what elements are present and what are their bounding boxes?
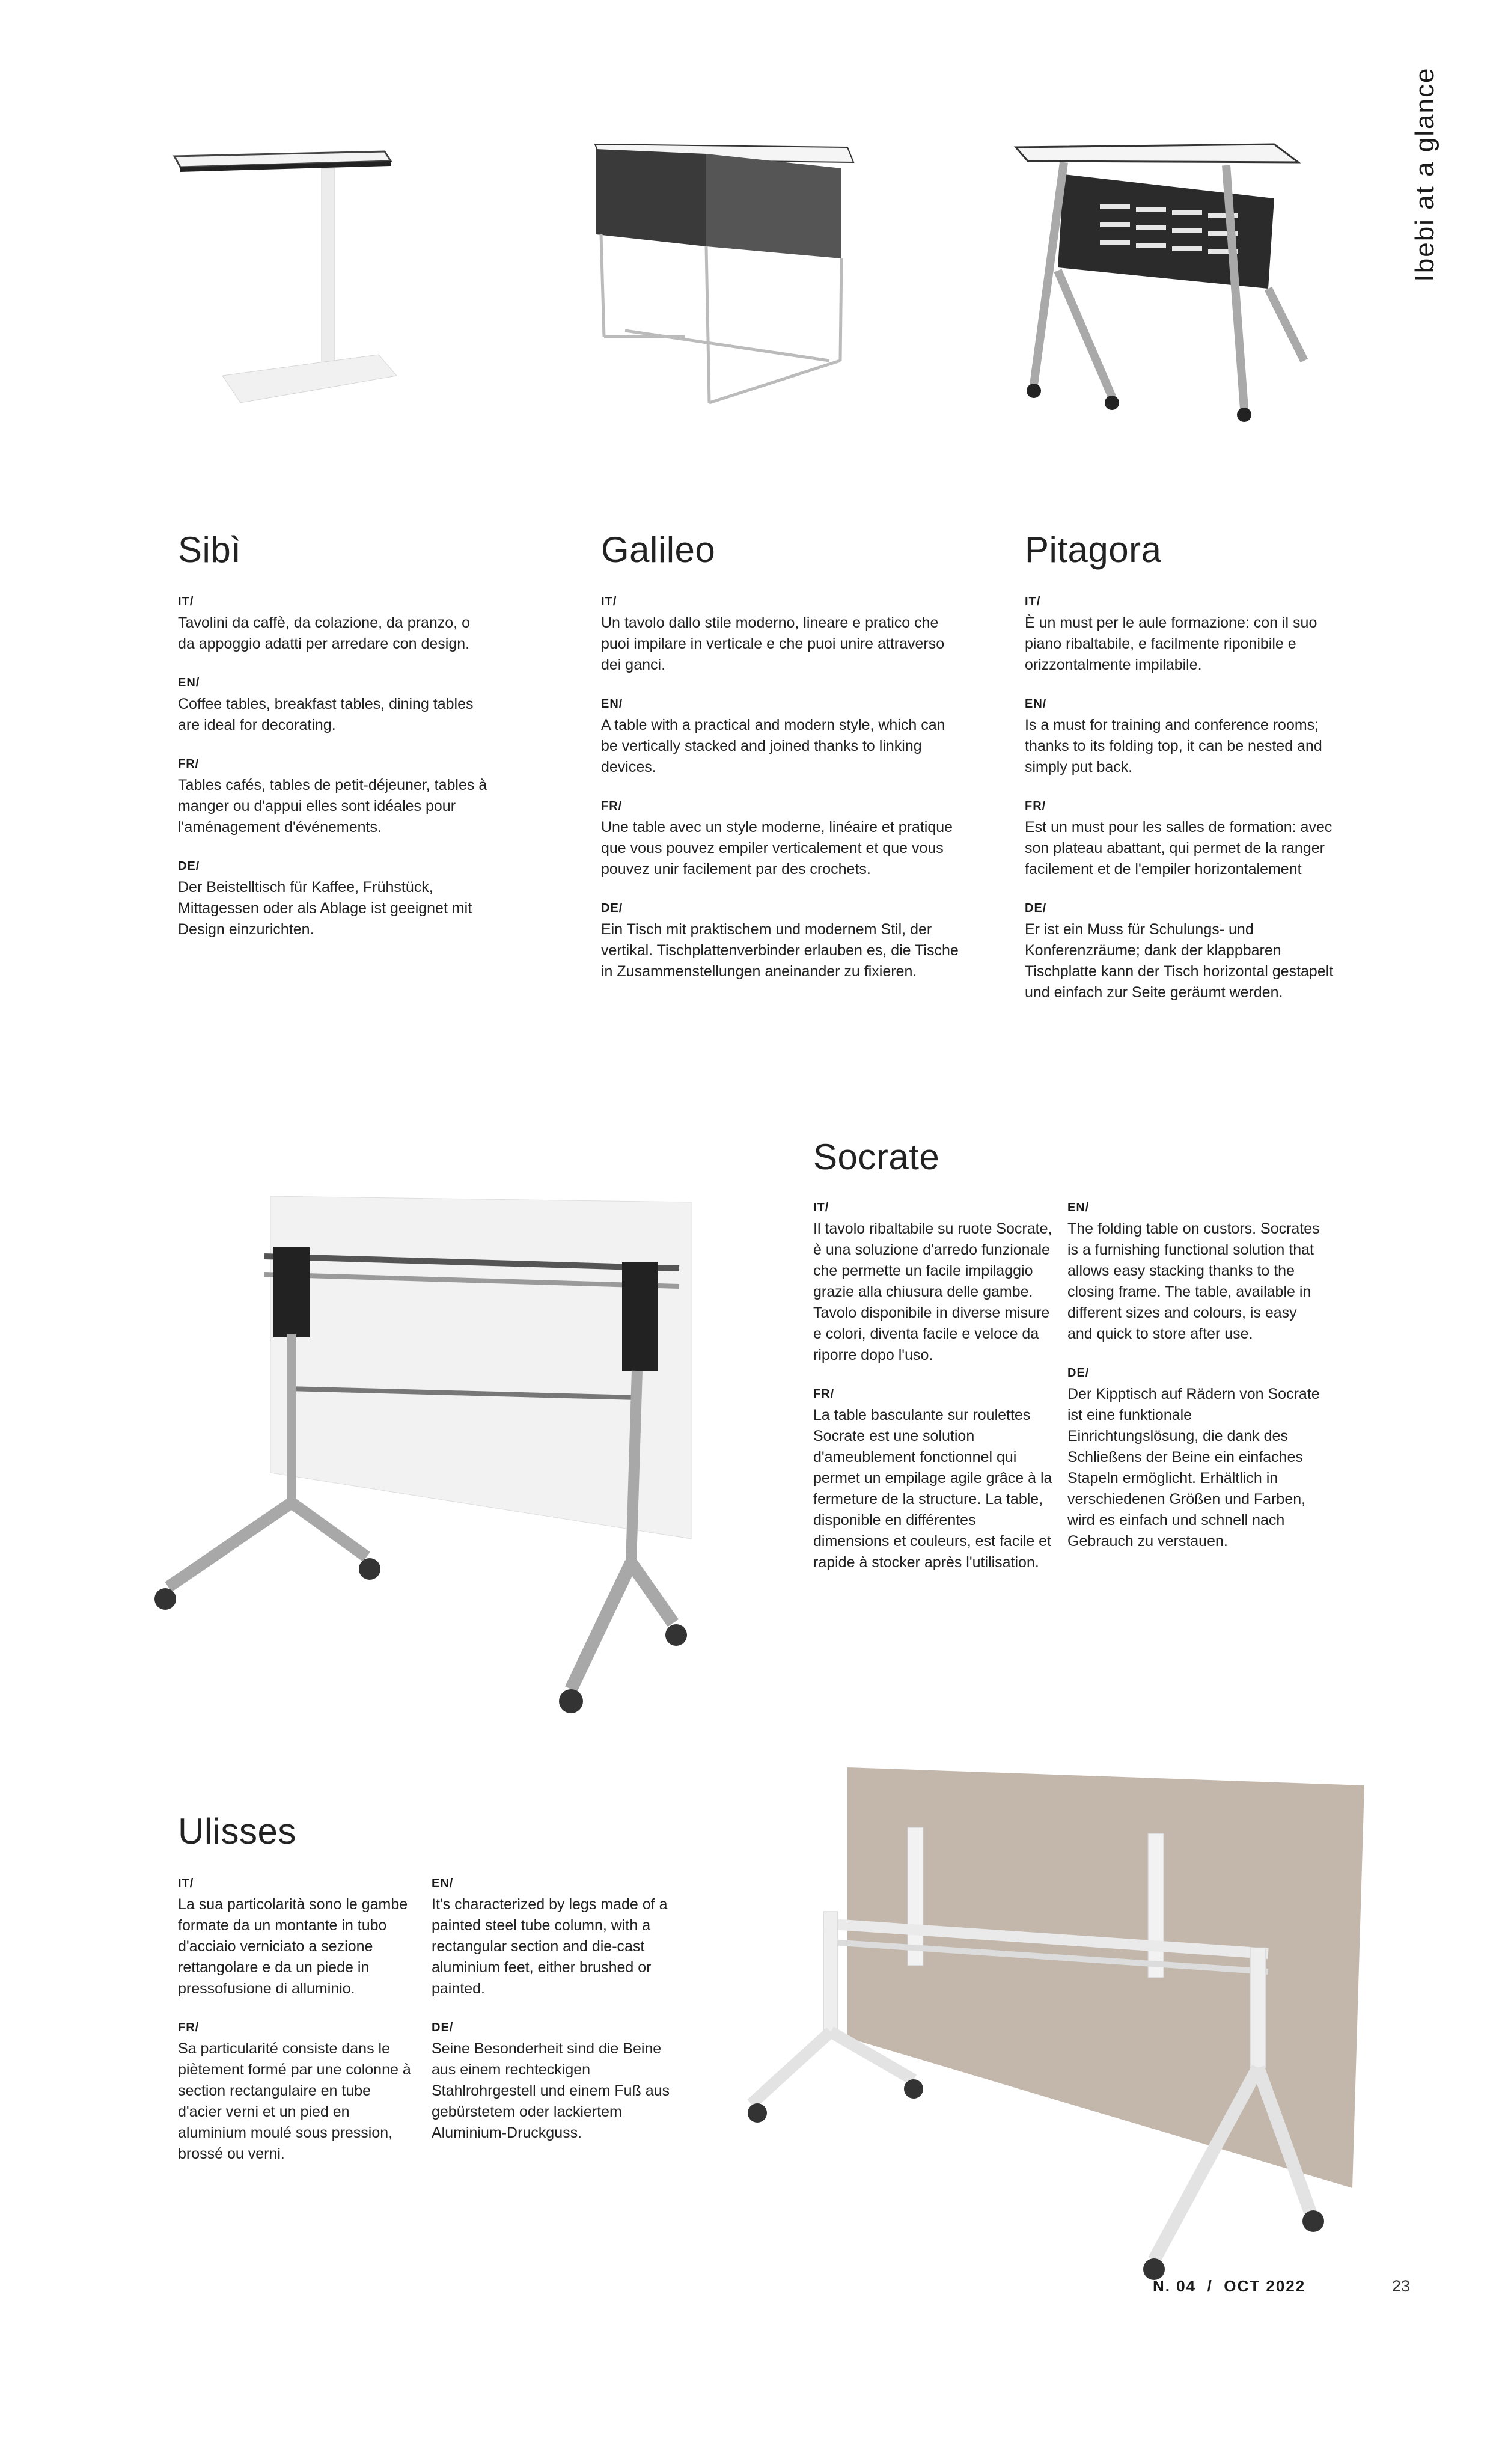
page-number: 23 xyxy=(1392,2277,1411,2295)
sibi-it-text: Tavolini da caffè, da colazione, da pranzo, o da appoggio adatti per arredare con design. xyxy=(178,614,470,652)
sibi-en-text: Coffee tables, breakfast tables, dining tables are ideal for decorating. xyxy=(178,695,474,733)
galileo-en-label: EN/ xyxy=(601,697,623,711)
pitagora-title: Pitagora xyxy=(1025,530,1162,570)
socrate-image xyxy=(138,1190,703,1719)
pitagora-fr-label: FR/ xyxy=(1025,799,1046,813)
pitagora-en-label: EN/ xyxy=(1025,697,1047,711)
galileo-it-text: Un tavolo dallo stile moderno, lineare e pratico che puoi impilare in verticale e che puoi unire attraverso dei ganci. xyxy=(601,614,945,673)
ulisses-col-2 xyxy=(432,1877,672,2165)
sibi-it-label: IT/ xyxy=(178,595,194,608)
galileo-de-label: DE/ xyxy=(601,902,623,915)
galileo-it-label: IT/ xyxy=(601,595,617,608)
socrate-fr-text: La table basculante sur roulettes Socrate est une solution d'ameublement fonctionnel qui permet un empilage agile grâce à la fermeture de la structure. La table, disponible en différentes dimensions et couleurs, est facile et rapide à stocker après l'utilisation. xyxy=(813,1407,1052,1571)
sibi-title: Sibì xyxy=(178,530,242,570)
galileo-title: Galileo xyxy=(601,530,716,570)
sibi-image xyxy=(168,138,409,421)
sibi-fr-label: FR/ xyxy=(178,757,200,771)
ulisses-de-text: Seine Besonderheit sind die Beine aus einem rechteckigen Stahlrohrgestell und einem Fuß aus gebürstetem oder lackiertem Aluminium-Druckguss. xyxy=(432,2040,670,2141)
ulisses-image xyxy=(733,1767,1394,2290)
sibi-description xyxy=(178,595,490,962)
ulisses-de-label: DE/ xyxy=(432,2021,454,2034)
sibi-de-text: Der Beistelltisch für Kaffee, Frühstück, Mittagessen oder als Ablage ist geeignet mit Design einzurichten. xyxy=(178,879,472,938)
socrate-col-1 xyxy=(813,1201,1054,1595)
sibi-fr-text: Tables cafés, tables de petit-déjeuner, tables à manger ou d'appui elles sont idéales pour l'aménagement d'événements. xyxy=(178,777,487,836)
ulisses-title: Ulisses xyxy=(178,1811,296,1851)
pitagora-it-label: IT/ xyxy=(1025,595,1041,608)
ulisses-fr-label: FR/ xyxy=(178,2021,200,2034)
side-title xyxy=(1392,36,1458,313)
galileo-fr-text: Une table avec un style moderne, linéaire et pratique que vous pouvez empiler verticalement et que vous pouvez unir facilement par des crochets. xyxy=(601,819,953,878)
issue-label: N. 04 / OCT 2022 xyxy=(1153,2277,1306,2295)
socrate-en-label: EN/ xyxy=(1067,1201,1090,1214)
pitagora-en-text: Is a must for training and conference rooms; thanks to its folding top, it can be nested and simply put back. xyxy=(1025,717,1322,775)
galileo-fr-label: FR/ xyxy=(601,799,623,813)
galileo-de-text: Ein Tisch mit praktischem und modernem Stil, der vertikal. Tischplattenverbinder erlauben es, die Tische in Zusammenstellungen aneinander zu fixieren. xyxy=(601,921,959,980)
ulisses-en-label: EN/ xyxy=(432,1877,454,1890)
socrate-title: Socrate xyxy=(813,1137,940,1177)
galileo-image xyxy=(589,132,865,421)
socrate-col-2 xyxy=(1067,1201,1320,1574)
pitagora-it-text: È un must per le aule formazione: con il suo piano ribaltabile, e facilmente riponibile e orizzontalmente impilabile. xyxy=(1025,614,1317,673)
pitagora-image xyxy=(1010,132,1322,427)
galileo-description xyxy=(601,595,962,1004)
socrate-fr-label: FR/ xyxy=(813,1387,835,1401)
ulisses-it-text: La sua particolarità sono le gambe formate da un montante in tubo d'acciaio verniciato a sezione rettangolare e da un piede in pressofusione di alluminio. xyxy=(178,1896,408,1997)
socrate-it-text: Il tavolo ribaltabile su ruote Socrate, è una soluzione d'arredo funzionale che permette un facile impilaggio grazie alla chiusura delle gambe. Tavolo disponibile in diverse misure e colori, diventa facile e veloce da riporre dopo l'uso. xyxy=(813,1220,1052,1363)
sibi-en-label: EN/ xyxy=(178,676,200,689)
ulisses-fr-text: Sa particularité consiste dans le piètement formé par une colonne à section rectangulaire en tube d'acier verni et un pied en aluminium moulé sous pression, brossé ou verni. xyxy=(178,2040,411,2162)
side-title-text: Ibebi at a glance xyxy=(1410,67,1439,282)
pitagora-de-label: DE/ xyxy=(1025,902,1047,915)
socrate-de-text: Der Kipptisch auf Rädern von Socrate ist eine funktionale Einrichtungslösung, die dank des Schließens der Beine ein einfaches Stapeln ermöglicht. Erhältlich in verschiedenen Größen und Farben, wird es einfach und schnell nach Gebrauch zu verstauen. xyxy=(1067,1386,1320,1550)
pitagora-fr-text: Est un must pour les salles de formation: avec son plateau abattant, qui permet de la ranger facilement et de l'empiler horizontalement xyxy=(1025,819,1333,878)
pitagora-description xyxy=(1025,595,1355,1025)
socrate-en-text: The folding table on custors. Socrates is a furnishing functional solution that allows easy stacking thanks to the closing frame. The table, available in different sizes and colours, is easy and quick to store after use. xyxy=(1067,1220,1320,1342)
sibi-de-label: DE/ xyxy=(178,860,200,873)
socrate-de-label: DE/ xyxy=(1067,1366,1090,1380)
pitagora-de-text: Er ist ein Muss für Schulungs- und Konferenzräume; dank der klappbaren Tischplatte kann der Tisch horizontal gestapelt und einfach zur Seite geräumt werden. xyxy=(1025,921,1334,1001)
ulisses-en-text: It's characterized by legs made of a painted steel tube column, with a rectangular section and die-cast aluminium feet, either brushed or painted. xyxy=(432,1896,668,1997)
ulisses-it-label: IT/ xyxy=(178,1877,194,1890)
galileo-en-text: A table with a practical and modern style, which can be vertically stacked and joined thanks to linking devices. xyxy=(601,717,945,775)
socrate-it-label: IT/ xyxy=(813,1201,829,1214)
ulisses-col-1 xyxy=(178,1877,418,2186)
